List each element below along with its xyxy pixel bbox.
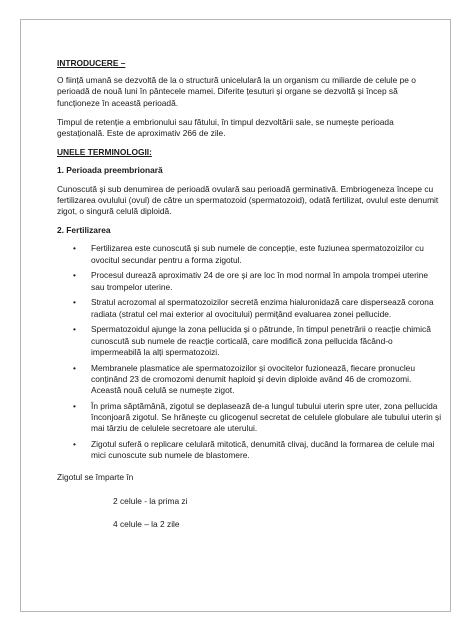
- zigot-division-intro: Zigotul se împarte în: [57, 472, 134, 483]
- list-item-text: Procesul durează aproximativ 24 de ore și are loc în mod normal în ampola trompei uterine sau trompelor uterine.: [91, 270, 429, 292]
- heading-introducere: [57, 58, 442, 69]
- intro-paragraph-2: Timpul de retenție a embrionului sau fătului, în timpul dezvoltării sale, se numește perioada gestațională. Este de aproximativ 266 de zile.: [57, 116, 394, 139]
- heading-introducere-dash: –: [118, 58, 126, 68]
- list-item-text: Zigotul suferă o replicare celulară mitotică, denumită clivaj, ducând la formarea de celule mai mici cunoscute sub numele de blastomere.: [91, 439, 435, 461]
- bullet-icon: •: [73, 439, 76, 450]
- section-1-paragraph: Cunoscută și sub denumirea de perioadă ovulară sau perioadă germinativă. Embriogeneza începe cu fertilizarea ovulului (ovul) de către un spermatozoid (spermatozoid), odată fertilizat, ovulul este denumit zigot, o singură celulă diploidă.: [57, 183, 439, 217]
- list-item: [57, 439, 442, 461]
- list-item-text: Fertilizarea este cunoscută și sub numele de concepție, este fuziunea spermatozoizilor cu ovocitul secundar pentru a forma zigotul.: [91, 243, 424, 265]
- heading-terminologii-colon: :: [149, 147, 152, 158]
- division-line-1: 2 celule - la prima zi: [113, 496, 188, 507]
- list-item: [57, 324, 442, 358]
- bullet-icon: •: [73, 270, 76, 281]
- division-line-2: 4 celule – la 2 zile: [113, 519, 180, 530]
- list-item-text: Membranele plasmatice ale spermatozoizilor și ovocitelor fuzionează, fiecare pronucleu conținând 23 de cromozomi denumit haploid și devin diploide având 46 de cromozomi. Această nouă celulă se numește zigot.: [91, 362, 415, 396]
- bullet-icon: •: [73, 243, 76, 254]
- section-2-title: 2. Fertilizarea: [57, 225, 111, 236]
- list-item-text: În prima săptămână, zigotul se deplasează de-a lungul tubului uterin spre uter, zona pellucida înconjoară zigotul. Se hrănește cu glicogenul secretat de celulele globulare ale tubului uterin și mai târziu de celulele secretoare ale uterului.: [91, 400, 442, 434]
- heading-terminologii-text: UNELE TERMINOLOGII: [57, 147, 150, 158]
- fertilization-bullet-list: [57, 243, 442, 461]
- list-item-text: Stratul acrozomal al spermatozoizilor secretă enzima hialuronidază care dispersează corona radiata (stratul cel mai exterior al ovocitului) permițând evaluarea zonei pellucide.: [91, 297, 434, 319]
- list-item: [57, 297, 442, 319]
- section-1-title: 1. Perioada preembrionară: [57, 165, 163, 176]
- document-content: [57, 58, 442, 531]
- bullet-icon: •: [73, 362, 76, 373]
- list-item-text: Spermatozoidul ajunge la zona pellucida și o pătrunde, în timpul penetrării o reacție chimică cunoscută sub numele de reacție corticală, care modifică zona pellucida făcând-o impermeabilă la alți spermatozoizi.: [91, 324, 431, 357]
- list-item: [57, 401, 442, 435]
- intro-paragraph-1: O ființă umană se dezvoltă de la o structură unicelulară la un organism cu miliarde de celule pe o perioadă de nouă luni în pântecele mamei. Diferite țesuturi și organe se dezvoltă și încep să funcționeze în această perioadă.: [57, 75, 416, 108]
- list-item: [57, 270, 442, 292]
- document-page: [20, 19, 451, 612]
- bullet-icon: •: [73, 324, 76, 335]
- heading-terminologii: [57, 147, 442, 158]
- list-item: [57, 243, 442, 265]
- bullet-icon: •: [73, 297, 76, 308]
- list-item: [57, 363, 442, 397]
- heading-introducere-text: INTRODUCERE: [57, 58, 119, 68]
- bullet-icon: •: [73, 400, 76, 411]
